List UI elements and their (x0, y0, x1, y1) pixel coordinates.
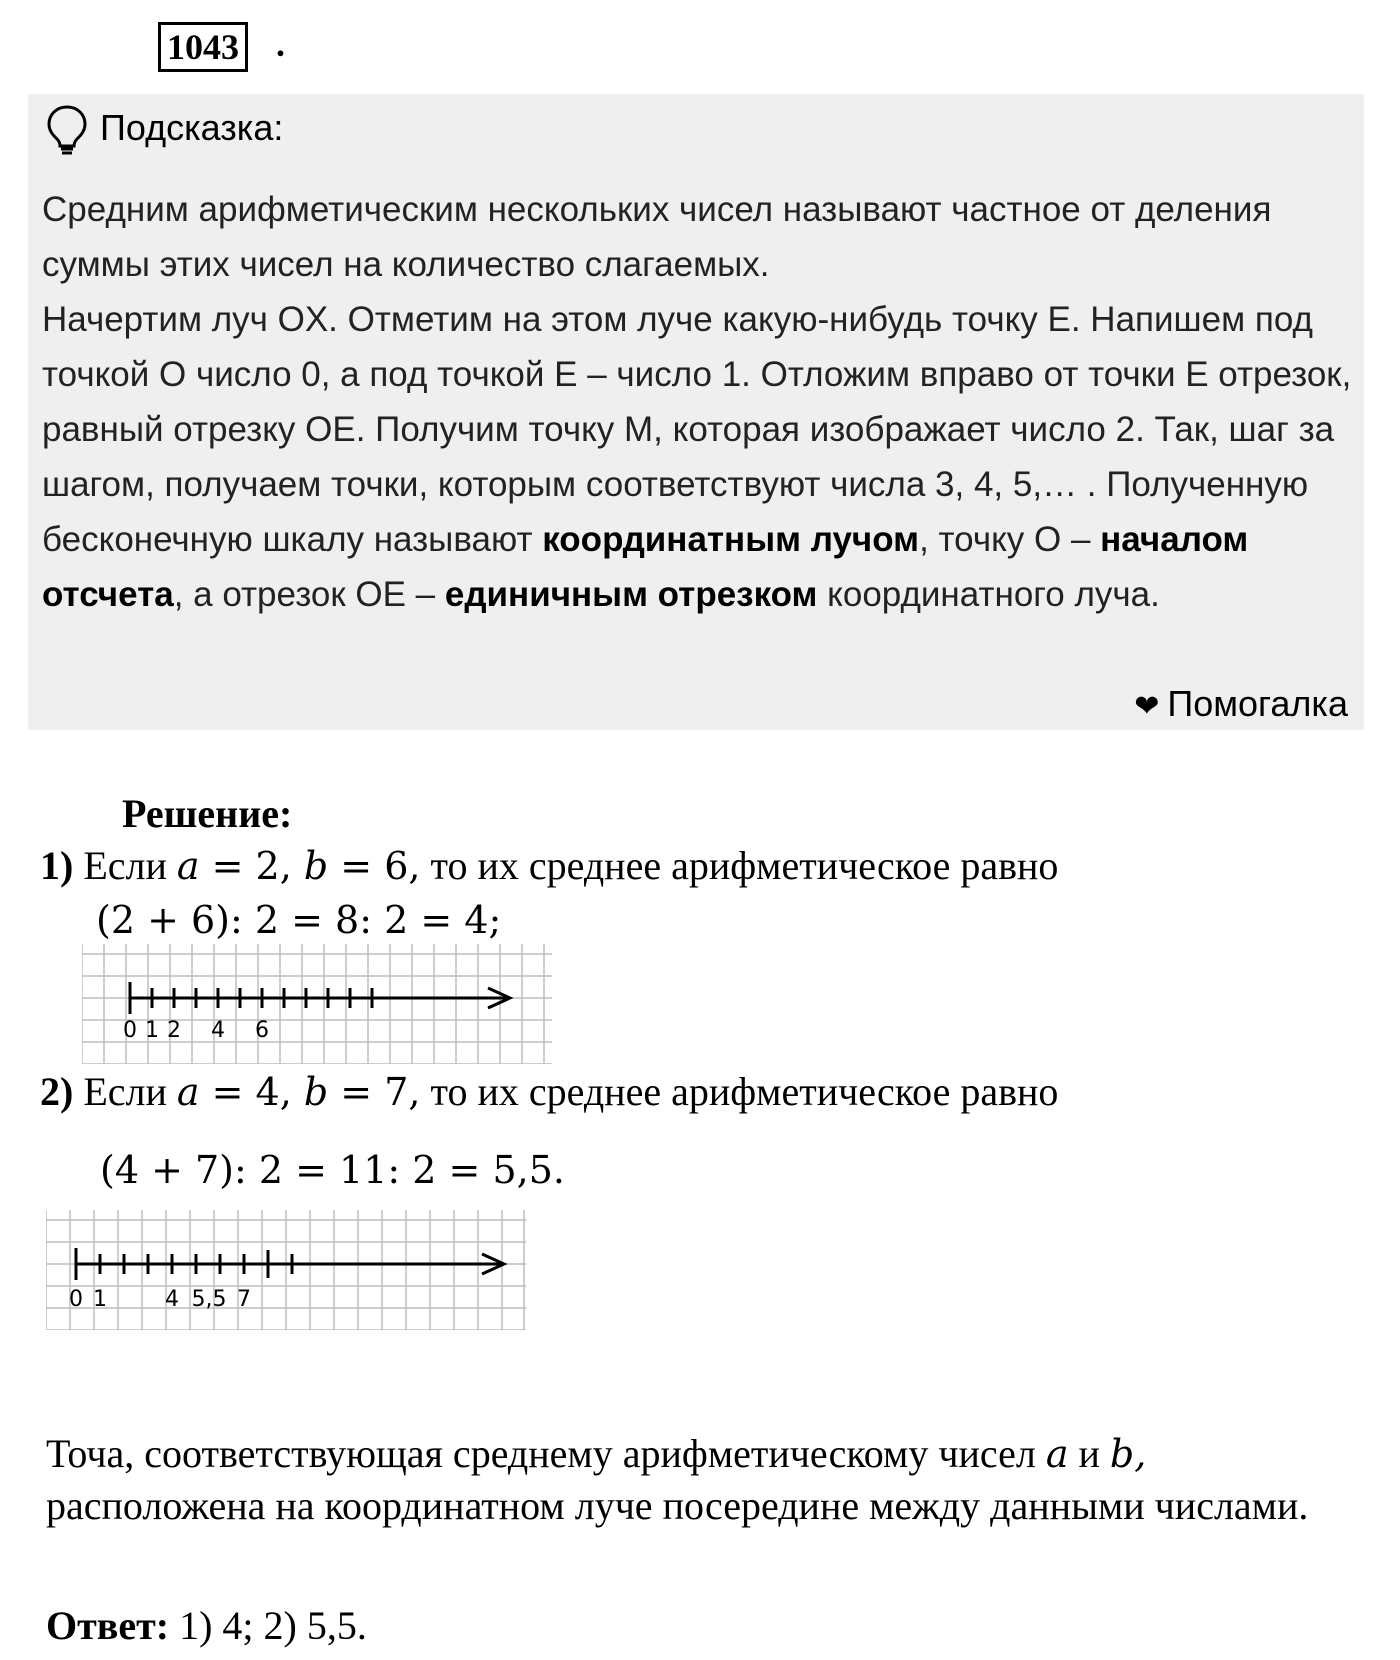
item-text: то их среднее арифметическое равно (430, 1069, 1059, 1114)
item-text: Если (83, 1069, 167, 1114)
answer-text: 1) 4; 2) 5,5. (179, 1603, 367, 1648)
conclusion-text: и (1078, 1431, 1100, 1476)
tick-label: 2 (167, 1018, 181, 1043)
tick-label: 6 (255, 1018, 269, 1043)
brand-name: Помогалка (1167, 683, 1348, 724)
heart-icon: ❤ (1134, 690, 1160, 723)
variable-a: a (1045, 1432, 1069, 1476)
answer-label: Ответ: (46, 1603, 170, 1648)
hint-ray-text-4: координатного луча. (817, 575, 1160, 614)
solution-title: Решение: (122, 791, 293, 836)
item-number: 2) (40, 1069, 74, 1114)
tick-label: 4 (165, 1287, 179, 1312)
number-line-1 (82, 944, 552, 1064)
variable-b: b, (1109, 1432, 1147, 1476)
hint-paragraph-definition: Средним арифметическим нескольких чисел называют частное от деления суммы этих чисел на количество слагаемых. (42, 190, 1272, 284)
calc-2: (4 + 7): 2 = 11: 2 = 5,5. (100, 1148, 565, 1192)
hint-paragraph-ray (42, 292, 1352, 622)
tick-label: 5,5 (191, 1287, 227, 1312)
conclusion-text: расположена на координатном луче посередине между данными числами. (46, 1483, 1309, 1528)
brand-signature (1134, 682, 1348, 729)
problem-number: 1043 (158, 22, 248, 72)
hint-box (28, 94, 1364, 730)
tick-label: 7 (237, 1287, 251, 1312)
tick-label: 1 (145, 1018, 159, 1043)
problem-number-dot: . (276, 24, 285, 64)
item-text: Если (83, 843, 167, 888)
conclusion-text: Точа, соответствующая среднему арифметическому чисел (46, 1431, 1036, 1476)
item-number: 1) (40, 843, 74, 888)
lightbulb-icon (46, 104, 88, 156)
tick-label: 0 (69, 1287, 83, 1312)
term-origin: началом отсчета (42, 520, 1249, 614)
solution-item-1 (40, 842, 1058, 890)
calc-1: (2 + 6): 2 = 8: 2 = 4; (96, 898, 502, 942)
answer (46, 1602, 367, 1650)
conclusion (46, 1428, 1366, 1532)
term-unit-segment: единичным отрезком (444, 575, 818, 614)
tick-label: 1 (93, 1287, 107, 1312)
hint-ray-text-1: Начертим луч OX. Отметим на этом луче какую-нибудь точку E. Напишем под точкой O число 0, а под точкой E – число 1. Отложим вправо от точки E отрезок, равный отрезку OE. Получим точку M, которая изображает число 2. Так, шаг за шагом, получаем точки, которым соответствуют числа 3, 4, 5,… . Полученную бесконечную шкалу называют (42, 300, 1352, 559)
hint-title: Подсказка: (100, 107, 284, 148)
item-text: то их среднее арифметическое равно (430, 843, 1059, 888)
tick-label: 4 (211, 1018, 225, 1043)
solution-item-2 (40, 1068, 1058, 1116)
hint-ray-text-2: , точку O – (919, 520, 1101, 559)
item-formula: a = 2, b = 6, (176, 844, 421, 888)
hint-ray-text-3: , а отрезок OE – (173, 575, 445, 614)
term-coordinate-ray: координатным лучом (542, 520, 920, 559)
number-line-2 (46, 1210, 526, 1330)
item-formula: a = 4, b = 7, (176, 1070, 421, 1114)
hint-text (42, 182, 1352, 622)
tick-label: 0 (123, 1018, 137, 1043)
